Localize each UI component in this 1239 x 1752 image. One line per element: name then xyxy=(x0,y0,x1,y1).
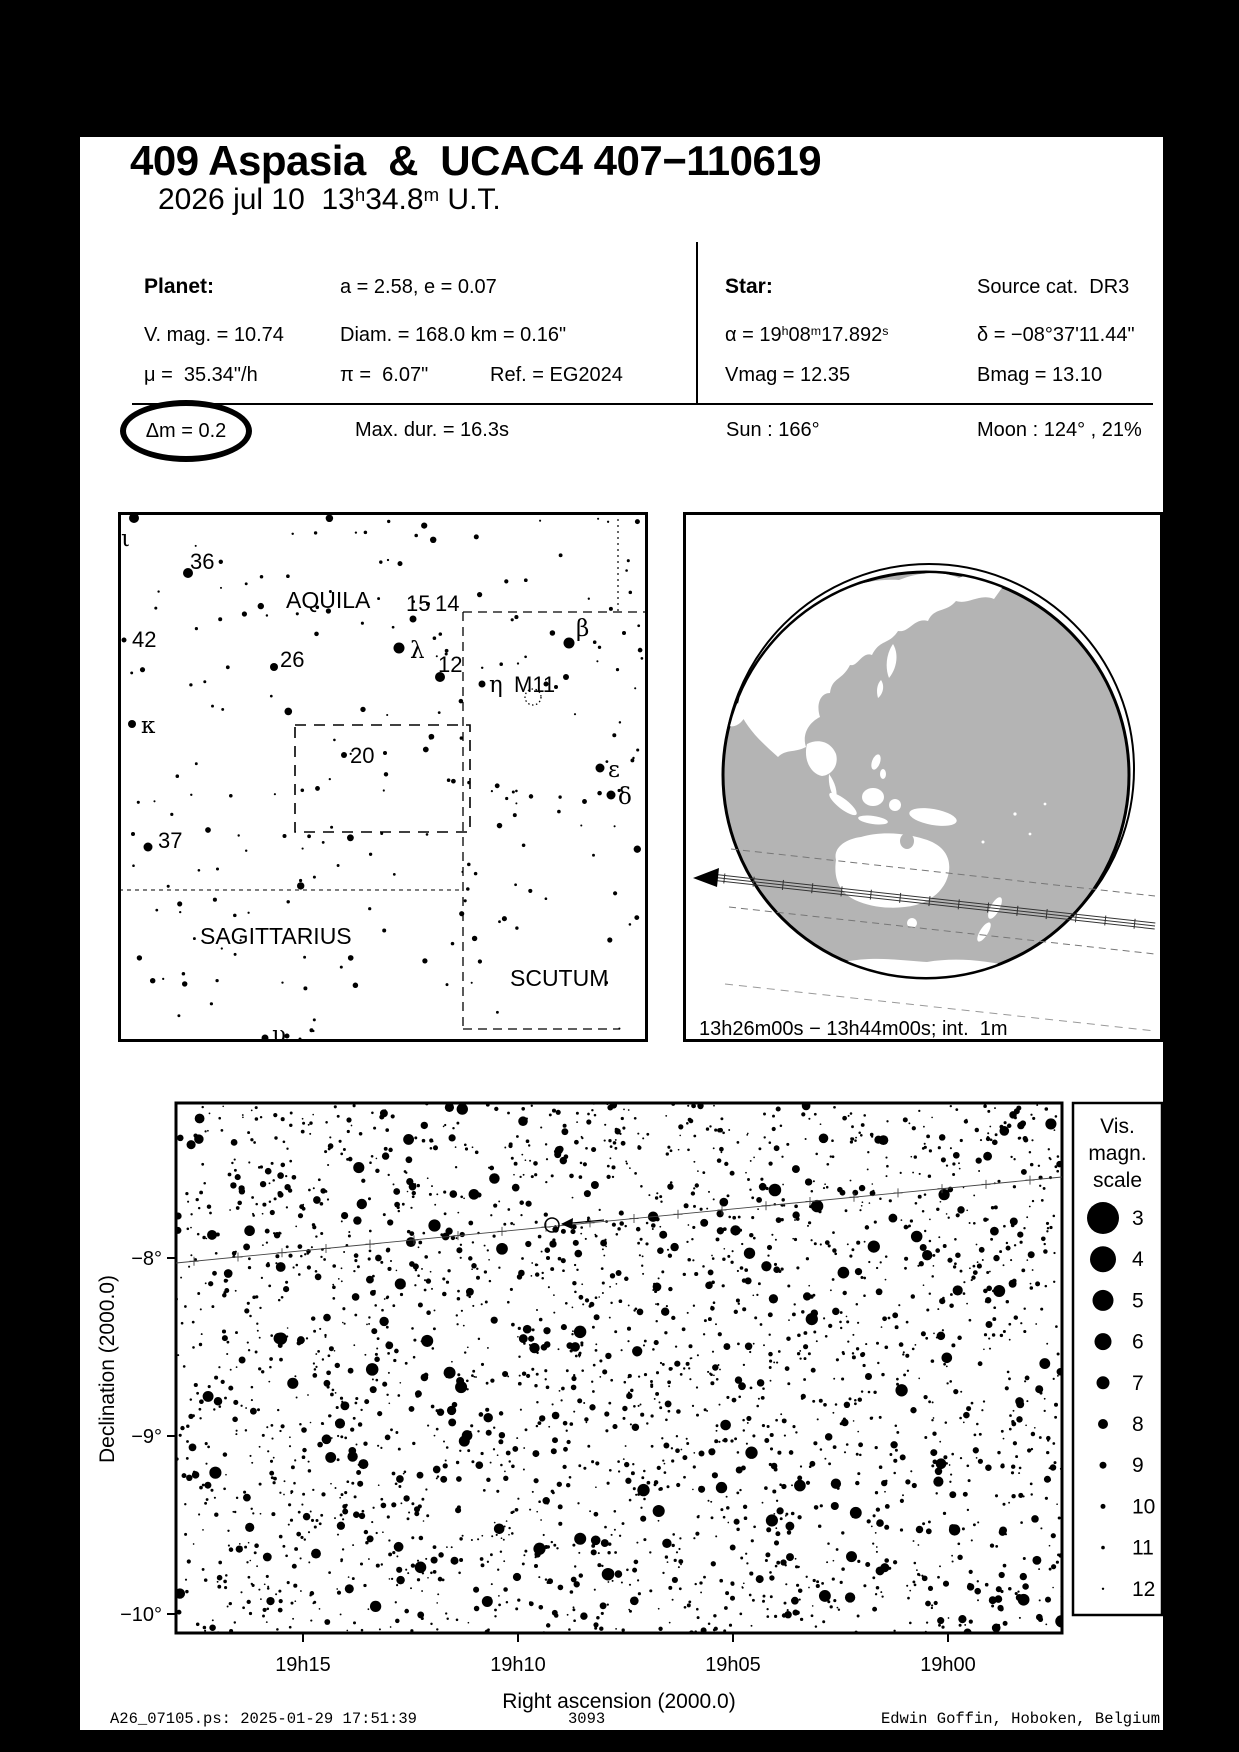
chart-text: β xyxy=(576,616,590,642)
chart-text: 5 xyxy=(1132,1289,1144,1313)
date-sup-h: h xyxy=(354,183,366,205)
page-title: 409 Aspasia & UCAC4 407−110619 xyxy=(130,137,822,184)
footer-filename: A26_07105.ps: 2025-01-29 17:51:39 xyxy=(110,1710,417,1728)
finder-border xyxy=(120,514,647,1041)
max-duration: Max. dur. = 16.3s xyxy=(355,419,509,441)
chart-text: 12 xyxy=(438,652,463,677)
chart-text: υ xyxy=(272,1022,286,1048)
date-part: 34.8 xyxy=(365,183,424,216)
chart-text: Vis. xyxy=(1100,1115,1135,1138)
ra-sup-h: h xyxy=(781,324,789,339)
chart-text: κ xyxy=(141,713,156,739)
chart-text: 19h00 xyxy=(920,1654,976,1676)
footer-author: Edwin Goffin, Hoboken, Belgium xyxy=(880,1710,1160,1728)
planet-diameter: Diam. = 168.0 km = 0.16" xyxy=(340,324,567,346)
chart-text: δ xyxy=(618,784,632,810)
chart-text: 10 xyxy=(1132,1495,1156,1519)
chart-text: η xyxy=(489,672,503,698)
star-bmag: Bmag = 13.10 xyxy=(977,364,1103,386)
chart-text: 19h10 xyxy=(490,1654,546,1676)
chart-text: Right ascension (2000.0) xyxy=(502,1690,736,1713)
chart-text: −8° xyxy=(131,1248,162,1270)
ra-sup-m: m xyxy=(810,324,822,339)
horizontal-rule xyxy=(132,403,1153,405)
magnitude-drop-ellipse xyxy=(120,400,252,462)
chart-text: −10° xyxy=(120,1604,162,1626)
sun-elongation: Sun : 166° xyxy=(726,419,820,441)
ra-part: 08 xyxy=(788,324,811,346)
moon-elongation: Moon : 124° , 21% xyxy=(977,419,1142,441)
chart-text: 36 xyxy=(190,549,215,574)
star-heading: Star: xyxy=(725,275,773,298)
chart-text: 26 xyxy=(280,647,305,672)
planet-parallax: π = 6.07" xyxy=(340,364,429,386)
magnitude-drop: Δm = 0.2 xyxy=(145,419,227,442)
chart-text: 7 xyxy=(1132,1371,1144,1395)
column-divider xyxy=(696,242,698,404)
date-sup-m: m xyxy=(423,183,440,205)
planet-mu: μ = 35.34"/h xyxy=(144,364,258,386)
chart-text: 42 xyxy=(132,627,157,652)
chart-text: 8 xyxy=(1132,1413,1144,1436)
star-dec: δ = −08°37'11.44" xyxy=(977,324,1135,346)
page xyxy=(80,137,1163,1730)
chart-text: 20 xyxy=(350,743,375,768)
ra-sup-s: s xyxy=(882,324,889,339)
chart-text: −9° xyxy=(131,1426,162,1448)
planet-ref: Ref. = EG2024 xyxy=(490,364,623,386)
chart-text: ε xyxy=(608,757,620,783)
planet-orbit: a = 2.58, e = 0.07 xyxy=(340,276,497,298)
chart-text: ι xyxy=(121,526,131,552)
chart-text: 12 xyxy=(1132,1577,1156,1601)
field-border xyxy=(176,1103,1062,1633)
date-part: 2026 jul 10 13 xyxy=(158,183,355,216)
footer-page-number: 3093 xyxy=(568,1710,606,1728)
chart-text: 19h15 xyxy=(275,1654,331,1676)
chart-text: 3 xyxy=(1132,1207,1144,1230)
planet-vmag: V. mag. = 10.74 xyxy=(144,324,284,346)
planet-heading: Planet: xyxy=(144,275,215,298)
finder-chart xyxy=(118,512,648,1048)
star-ra xyxy=(725,324,888,347)
date-part: U.T. xyxy=(439,183,501,216)
shadow-track-globe xyxy=(683,512,1163,1042)
chart-text: 11 xyxy=(1132,1536,1154,1560)
chart-text: 14 xyxy=(435,591,460,616)
chart-text: M11 xyxy=(514,672,556,697)
chart-text: SAGITTARIUS xyxy=(200,923,352,949)
chart-text: SCUTUM xyxy=(510,965,609,991)
chart-text: 4 xyxy=(1132,1248,1144,1272)
chart-text: 9 xyxy=(1132,1454,1144,1478)
event-date xyxy=(158,183,501,217)
chart-text: magn. xyxy=(1088,1142,1147,1165)
chart-text: 37 xyxy=(158,828,183,853)
chart-text: 15 xyxy=(406,591,431,616)
star-source-catalog: Source cat. DR3 xyxy=(977,276,1130,298)
chart-text: 19h05 xyxy=(705,1654,761,1676)
dec-axis-label: Declination (2000.0) xyxy=(96,1275,119,1463)
star-vmag: Vmag = 12.35 xyxy=(725,364,851,386)
chart-text: AQUILA xyxy=(286,587,371,613)
chart-text: λ xyxy=(410,638,425,664)
chart-text: 13h26m00s − 13h44m00s; int. 1m xyxy=(699,1018,1008,1040)
ra-part: α = 19 xyxy=(725,324,782,346)
ra-part: 17.892 xyxy=(821,324,883,346)
star-field-chart xyxy=(80,1097,1163,1727)
chart-text: scale xyxy=(1092,1169,1143,1192)
chart-text: 6 xyxy=(1132,1330,1144,1354)
